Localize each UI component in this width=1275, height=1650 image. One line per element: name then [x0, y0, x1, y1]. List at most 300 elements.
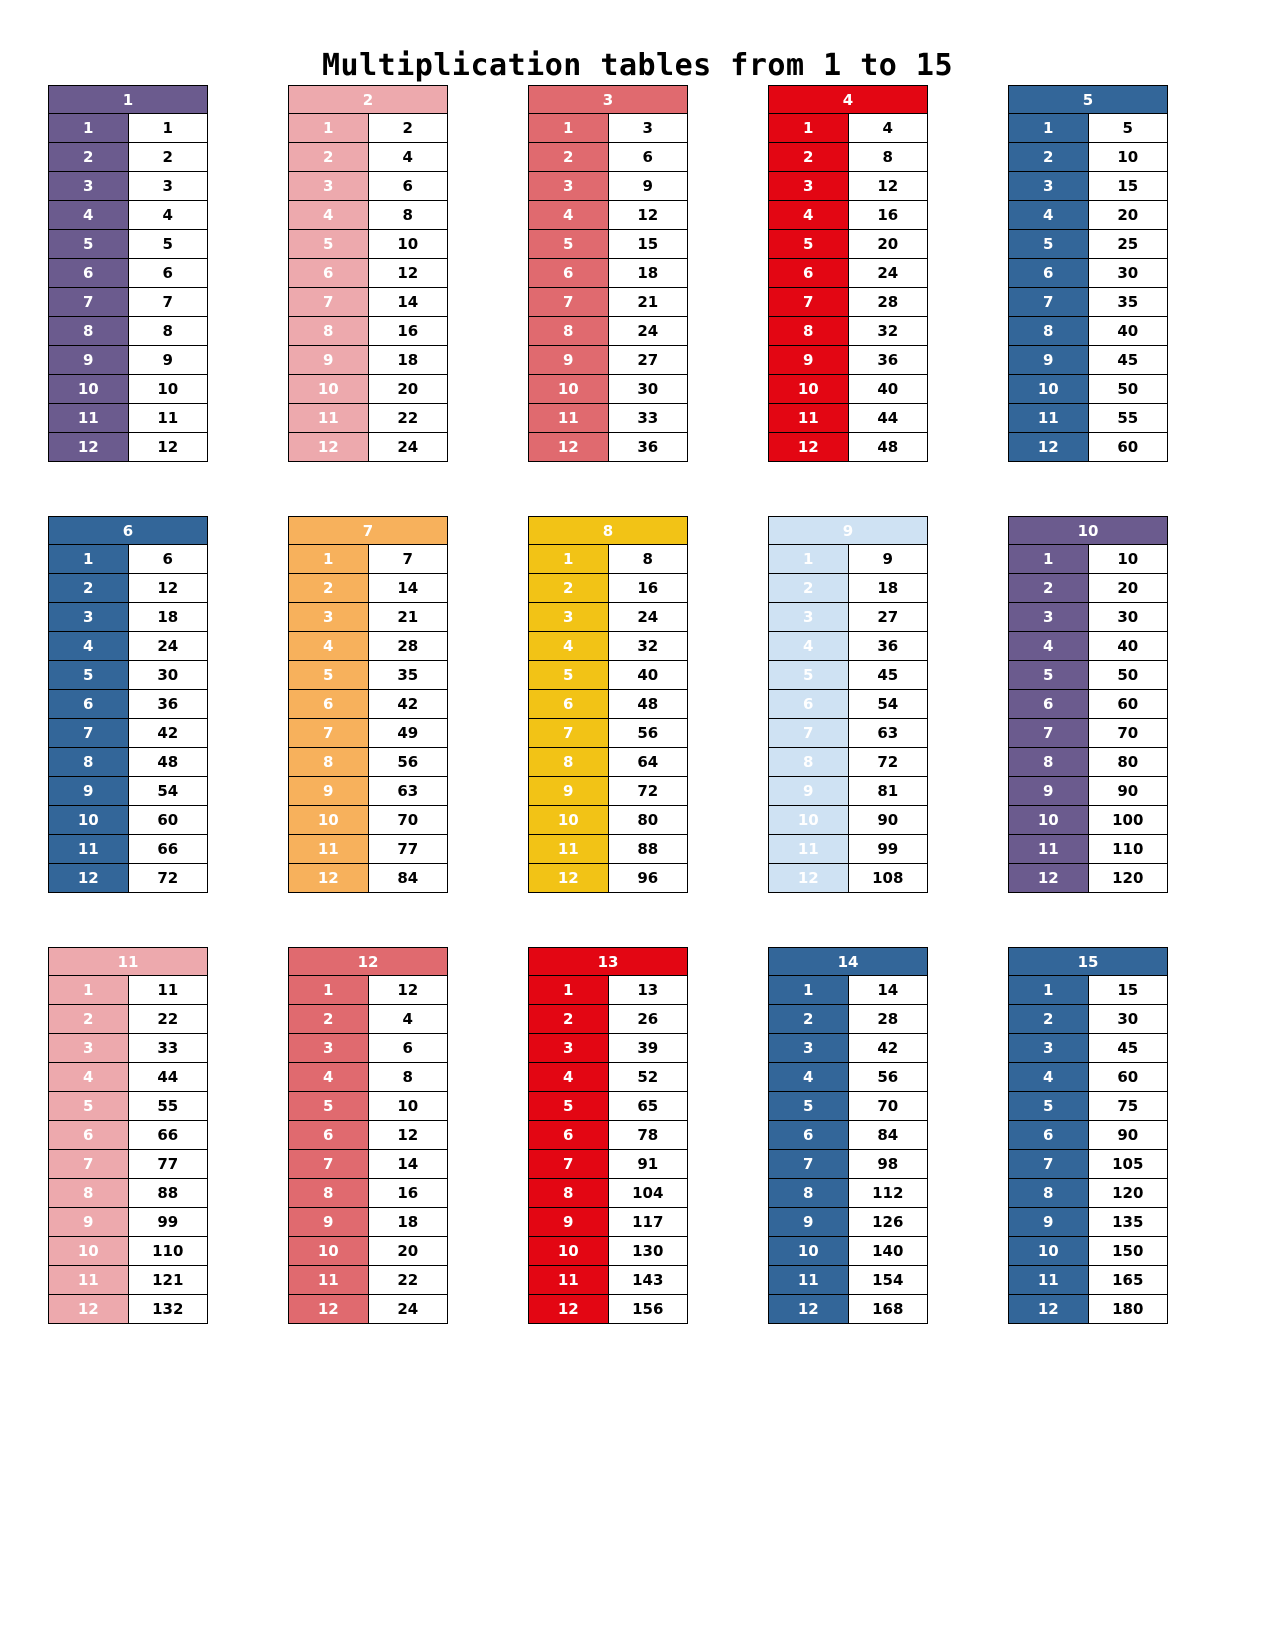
- table-row: [1009, 1208, 1168, 1237]
- table-11: [48, 947, 208, 1324]
- multiplier-cell: 11: [49, 835, 129, 864]
- table-row: [769, 806, 928, 835]
- table-row: [289, 1150, 448, 1179]
- product-cell: 18: [848, 574, 928, 603]
- multiplier-cell: 1: [769, 114, 849, 143]
- multiplier-cell: 6: [49, 259, 129, 288]
- table-row: [529, 404, 688, 433]
- table-header-row: [769, 517, 928, 545]
- product-cell: 26: [608, 1005, 688, 1034]
- table-row: [49, 404, 208, 433]
- product-cell: 12: [848, 172, 928, 201]
- table-row: [769, 661, 928, 690]
- multiplier-cell: 1: [289, 114, 369, 143]
- table-row: [769, 288, 928, 317]
- tables-grid: [48, 85, 1198, 1324]
- table-row: [769, 404, 928, 433]
- multiplier-cell: 12: [529, 433, 609, 462]
- table-row: [289, 1295, 448, 1324]
- table-row: [289, 1034, 448, 1063]
- multiplier-cell: 11: [289, 1266, 369, 1295]
- multiplication-table-2: [288, 85, 448, 462]
- table-row: [529, 1295, 688, 1324]
- table-row: [49, 375, 208, 404]
- multiplier-cell: 1: [769, 545, 849, 574]
- multiplier-cell: 8: [1009, 1179, 1089, 1208]
- table-row: [769, 1237, 928, 1266]
- multiplier-cell: 8: [289, 1179, 369, 1208]
- multiplier-cell: 3: [1009, 603, 1089, 632]
- product-cell: 10: [128, 375, 208, 404]
- product-cell: 55: [1088, 404, 1168, 433]
- table-row: [289, 433, 448, 462]
- table-header-row: [529, 948, 688, 976]
- table-row: [529, 172, 688, 201]
- table-row: [769, 1179, 928, 1208]
- multiplier-cell: 10: [49, 1237, 129, 1266]
- multiplication-table-6: [48, 516, 208, 893]
- table-row: [1009, 259, 1168, 288]
- multiplier-cell: 10: [529, 806, 609, 835]
- multiplier-cell: 11: [289, 835, 369, 864]
- multiplier-cell: 2: [1009, 143, 1089, 172]
- table-row: [1009, 172, 1168, 201]
- multiplier-cell: 11: [49, 404, 129, 433]
- product-cell: 24: [128, 632, 208, 661]
- table-row: [1009, 603, 1168, 632]
- table-row: [769, 172, 928, 201]
- multiplier-cell: 8: [49, 748, 129, 777]
- table-row: [529, 143, 688, 172]
- product-cell: 4: [128, 201, 208, 230]
- multiplier-cell: 3: [289, 1034, 369, 1063]
- table-row: [769, 603, 928, 632]
- multiplier-cell: 4: [1009, 201, 1089, 230]
- product-cell: 8: [608, 545, 688, 574]
- product-cell: 42: [368, 690, 448, 719]
- table-row: [529, 259, 688, 288]
- table-row: [49, 1092, 208, 1121]
- tables-row: [48, 947, 1198, 1324]
- multiplier-cell: 8: [1009, 317, 1089, 346]
- multiplier-cell: 1: [529, 545, 609, 574]
- multiplier-cell: 8: [49, 317, 129, 346]
- table-row: [1009, 1063, 1168, 1092]
- product-cell: 99: [848, 835, 928, 864]
- product-cell: 16: [848, 201, 928, 230]
- product-cell: 65: [608, 1092, 688, 1121]
- table-row: [49, 317, 208, 346]
- multiplier-cell: 10: [769, 375, 849, 404]
- multiplier-cell: 9: [49, 777, 129, 806]
- table-row: [529, 1150, 688, 1179]
- table-header-cell: 7: [289, 517, 448, 545]
- multiplier-cell: 4: [49, 201, 129, 230]
- table-row: [49, 1150, 208, 1179]
- product-cell: 12: [608, 201, 688, 230]
- table-10: [1008, 516, 1168, 893]
- table-row: [529, 1266, 688, 1295]
- product-cell: 90: [1088, 1121, 1168, 1150]
- table-row: [529, 632, 688, 661]
- table-header-cell: 14: [769, 948, 928, 976]
- product-cell: 18: [368, 1208, 448, 1237]
- table-header-cell: 3: [529, 86, 688, 114]
- table-12: [288, 947, 448, 1324]
- table-header-row: [49, 517, 208, 545]
- multiplier-cell: 1: [289, 976, 369, 1005]
- table-row: [289, 976, 448, 1005]
- multiplier-cell: 5: [769, 661, 849, 690]
- table-row: [769, 201, 928, 230]
- multiplication-table-4: [768, 85, 928, 462]
- product-cell: 48: [608, 690, 688, 719]
- table-row: [289, 603, 448, 632]
- multiplier-cell: 12: [49, 1295, 129, 1324]
- table-row: [49, 976, 208, 1005]
- product-cell: 20: [1088, 201, 1168, 230]
- product-cell: 105: [1088, 1150, 1168, 1179]
- table-row: [289, 835, 448, 864]
- multiplier-cell: 10: [289, 375, 369, 404]
- product-cell: 154: [848, 1266, 928, 1295]
- multiplier-cell: 3: [1009, 1034, 1089, 1063]
- multiplier-cell: 11: [49, 1266, 129, 1295]
- product-cell: 13: [608, 976, 688, 1005]
- table-row: [49, 433, 208, 462]
- product-cell: 56: [368, 748, 448, 777]
- table-header-cell: 4: [769, 86, 928, 114]
- multiplier-cell: 12: [769, 864, 849, 893]
- table-header-row: [1009, 86, 1168, 114]
- table-row: [49, 835, 208, 864]
- product-cell: 35: [368, 661, 448, 690]
- table-row: [1009, 574, 1168, 603]
- table-row: [769, 114, 928, 143]
- product-cell: 60: [128, 806, 208, 835]
- product-cell: 9: [848, 545, 928, 574]
- table-row: [289, 143, 448, 172]
- multiplier-cell: 11: [289, 404, 369, 433]
- multiplier-cell: 1: [1009, 545, 1089, 574]
- product-cell: 52: [608, 1063, 688, 1092]
- table-row: [289, 806, 448, 835]
- multiplier-cell: 10: [769, 1237, 849, 1266]
- multiplier-cell: 7: [1009, 1150, 1089, 1179]
- multiplier-cell: 3: [49, 1034, 129, 1063]
- multiplier-cell: 11: [769, 1266, 849, 1295]
- product-cell: 8: [368, 1063, 448, 1092]
- multiplier-cell: 11: [769, 404, 849, 433]
- product-cell: 36: [848, 632, 928, 661]
- multiplier-cell: 5: [1009, 661, 1089, 690]
- multiplier-cell: 7: [49, 1150, 129, 1179]
- multiplier-cell: 2: [529, 143, 609, 172]
- product-cell: 64: [608, 748, 688, 777]
- table-row: [49, 1121, 208, 1150]
- product-cell: 55: [128, 1092, 208, 1121]
- multiplier-cell: 11: [529, 404, 609, 433]
- product-cell: 50: [1088, 375, 1168, 404]
- product-cell: 48: [848, 433, 928, 462]
- table-row: [1009, 1179, 1168, 1208]
- multiplier-cell: 5: [769, 230, 849, 259]
- multiplier-cell: 7: [289, 719, 369, 748]
- multiplier-cell: 10: [1009, 375, 1089, 404]
- table-header-row: [289, 948, 448, 976]
- product-cell: 132: [128, 1295, 208, 1324]
- product-cell: 70: [1088, 719, 1168, 748]
- multiplier-cell: 2: [1009, 574, 1089, 603]
- product-cell: 33: [128, 1034, 208, 1063]
- multiplier-cell: 4: [49, 1063, 129, 1092]
- table-14: [768, 947, 928, 1324]
- multiplier-cell: 5: [49, 661, 129, 690]
- multiplier-cell: 10: [49, 806, 129, 835]
- multiplier-cell: 12: [289, 864, 369, 893]
- product-cell: 72: [608, 777, 688, 806]
- multiplier-cell: 6: [529, 690, 609, 719]
- multiplication-table-7: [288, 516, 448, 893]
- table-row: [769, 719, 928, 748]
- product-cell: 18: [368, 346, 448, 375]
- table-row: [289, 1092, 448, 1121]
- multiplier-cell: 3: [529, 603, 609, 632]
- multiplier-cell: 6: [769, 1121, 849, 1150]
- table-row: [529, 864, 688, 893]
- multiplier-cell: 11: [1009, 835, 1089, 864]
- table-row: [1009, 1005, 1168, 1034]
- page-title: Multiplication tables from 1 to 15: [321, 48, 954, 83]
- table-row: [529, 1005, 688, 1034]
- multiplier-cell: 4: [769, 1063, 849, 1092]
- product-cell: 88: [608, 835, 688, 864]
- multiplier-cell: 3: [49, 172, 129, 201]
- multiplier-cell: 10: [289, 1237, 369, 1266]
- table-header-row: [49, 948, 208, 976]
- multiplier-cell: 3: [289, 172, 369, 201]
- table-row: [49, 1034, 208, 1063]
- product-cell: 12: [368, 1121, 448, 1150]
- product-cell: 40: [1088, 632, 1168, 661]
- multiplier-cell: 9: [1009, 346, 1089, 375]
- product-cell: 4: [368, 143, 448, 172]
- multiplier-cell: 7: [769, 1150, 849, 1179]
- multiplier-cell: 12: [529, 864, 609, 893]
- table-row: [49, 632, 208, 661]
- product-cell: 66: [128, 1121, 208, 1150]
- table-row: [769, 1121, 928, 1150]
- table-row: [289, 375, 448, 404]
- product-cell: 63: [848, 719, 928, 748]
- multiplier-cell: 3: [769, 603, 849, 632]
- multiplier-cell: 6: [49, 1121, 129, 1150]
- table-row: [1009, 1092, 1168, 1121]
- table-header-row: [769, 948, 928, 976]
- multiplier-cell: 4: [289, 201, 369, 230]
- product-cell: 24: [608, 603, 688, 632]
- table-row: [49, 346, 208, 375]
- table-header-cell: 5: [1009, 86, 1168, 114]
- multiplier-cell: 1: [1009, 114, 1089, 143]
- tables-row: [48, 516, 1198, 893]
- multiplier-cell: 6: [289, 690, 369, 719]
- table-row: [49, 288, 208, 317]
- multiplier-cell: 7: [1009, 288, 1089, 317]
- multiplier-cell: 9: [49, 1208, 129, 1237]
- multiplier-cell: 8: [529, 748, 609, 777]
- table-row: [529, 230, 688, 259]
- table-row: [529, 114, 688, 143]
- multiplier-cell: 12: [1009, 864, 1089, 893]
- product-cell: 16: [608, 574, 688, 603]
- table-row: [49, 777, 208, 806]
- multiplier-cell: 10: [289, 806, 369, 835]
- table-3: [528, 85, 688, 462]
- product-cell: 54: [128, 777, 208, 806]
- table-row: [529, 777, 688, 806]
- product-cell: 20: [848, 230, 928, 259]
- multiplier-cell: 4: [769, 632, 849, 661]
- multiplier-cell: 4: [49, 632, 129, 661]
- table-row: [1009, 806, 1168, 835]
- multiplier-cell: 10: [529, 1237, 609, 1266]
- product-cell: 84: [368, 864, 448, 893]
- multiplier-cell: 3: [1009, 172, 1089, 201]
- product-cell: 10: [1088, 545, 1168, 574]
- product-cell: 117: [608, 1208, 688, 1237]
- multiplier-cell: 7: [529, 719, 609, 748]
- product-cell: 126: [848, 1208, 928, 1237]
- product-cell: 12: [128, 433, 208, 462]
- table-2: [288, 85, 448, 462]
- multiplier-cell: 1: [769, 976, 849, 1005]
- multiplier-cell: 6: [1009, 690, 1089, 719]
- multiplier-cell: 2: [769, 1005, 849, 1034]
- product-cell: 36: [128, 690, 208, 719]
- table-row: [1009, 748, 1168, 777]
- multiplier-cell: 4: [289, 1063, 369, 1092]
- multiplier-cell: 6: [289, 259, 369, 288]
- multiplier-cell: 10: [1009, 806, 1089, 835]
- product-cell: 42: [848, 1034, 928, 1063]
- product-cell: 33: [608, 404, 688, 433]
- product-cell: 108: [848, 864, 928, 893]
- product-cell: 27: [608, 346, 688, 375]
- multiplier-cell: 2: [289, 574, 369, 603]
- table-row: [289, 259, 448, 288]
- table-row: [289, 317, 448, 346]
- multiplier-cell: 4: [529, 201, 609, 230]
- table-row: [1009, 317, 1168, 346]
- table-row: [49, 259, 208, 288]
- table-header-cell: 10: [1009, 517, 1168, 545]
- product-cell: 112: [848, 1179, 928, 1208]
- table-row: [529, 661, 688, 690]
- product-cell: 30: [1088, 259, 1168, 288]
- product-cell: 7: [368, 545, 448, 574]
- tables-row: [48, 85, 1198, 462]
- product-cell: 72: [128, 864, 208, 893]
- product-cell: 24: [368, 433, 448, 462]
- table-row: [529, 317, 688, 346]
- table-row: [529, 806, 688, 835]
- multiplier-cell: 8: [529, 1179, 609, 1208]
- product-cell: 36: [848, 346, 928, 375]
- table-header-row: [289, 86, 448, 114]
- table-row: [1009, 114, 1168, 143]
- table-row: [1009, 864, 1168, 893]
- product-cell: 6: [128, 259, 208, 288]
- table-row: [769, 632, 928, 661]
- table-row: [769, 976, 928, 1005]
- multiplier-cell: 10: [1009, 1237, 1089, 1266]
- table-row: [289, 661, 448, 690]
- table-row: [529, 748, 688, 777]
- table-row: [769, 375, 928, 404]
- table-row: [1009, 201, 1168, 230]
- multiplier-cell: 9: [529, 777, 609, 806]
- table-row: [49, 143, 208, 172]
- table-row: [769, 1034, 928, 1063]
- multiplier-cell: 9: [1009, 777, 1089, 806]
- table-13: [528, 947, 688, 1324]
- multiplier-cell: 3: [289, 603, 369, 632]
- product-cell: 10: [368, 230, 448, 259]
- product-cell: 24: [608, 317, 688, 346]
- multiplier-cell: 4: [289, 632, 369, 661]
- multiplier-cell: 3: [529, 172, 609, 201]
- product-cell: 21: [608, 288, 688, 317]
- table-row: [49, 1266, 208, 1295]
- product-cell: 4: [368, 1005, 448, 1034]
- multiplier-cell: 4: [769, 201, 849, 230]
- multiplier-cell: 8: [1009, 748, 1089, 777]
- multiplier-cell: 5: [49, 230, 129, 259]
- multiplier-cell: 9: [529, 346, 609, 375]
- product-cell: 66: [128, 835, 208, 864]
- table-row: [529, 346, 688, 375]
- table-row: [1009, 288, 1168, 317]
- table-row: [529, 433, 688, 462]
- product-cell: 96: [608, 864, 688, 893]
- table-row: [49, 864, 208, 893]
- product-cell: 15: [608, 230, 688, 259]
- multiplier-cell: 9: [769, 346, 849, 375]
- multiplier-cell: 5: [289, 1092, 369, 1121]
- product-cell: 10: [368, 1092, 448, 1121]
- table-header-cell: 6: [49, 517, 208, 545]
- multiplication-table-12: [288, 947, 448, 1324]
- table-row: [49, 1237, 208, 1266]
- multiplier-cell: 8: [769, 317, 849, 346]
- table-header-row: [769, 86, 928, 114]
- multiplier-cell: 9: [289, 777, 369, 806]
- table-row: [1009, 835, 1168, 864]
- product-cell: 5: [128, 230, 208, 259]
- table-row: [769, 777, 928, 806]
- multiplier-cell: 5: [529, 661, 609, 690]
- table-7: [288, 516, 448, 893]
- table-row: [289, 172, 448, 201]
- multiplier-cell: 5: [289, 661, 369, 690]
- table-row: [289, 545, 448, 574]
- multiplier-cell: 12: [1009, 1295, 1089, 1324]
- table-row: [49, 748, 208, 777]
- multiplier-cell: 9: [529, 1208, 609, 1237]
- multiplier-cell: 2: [49, 574, 129, 603]
- table-header-row: [289, 517, 448, 545]
